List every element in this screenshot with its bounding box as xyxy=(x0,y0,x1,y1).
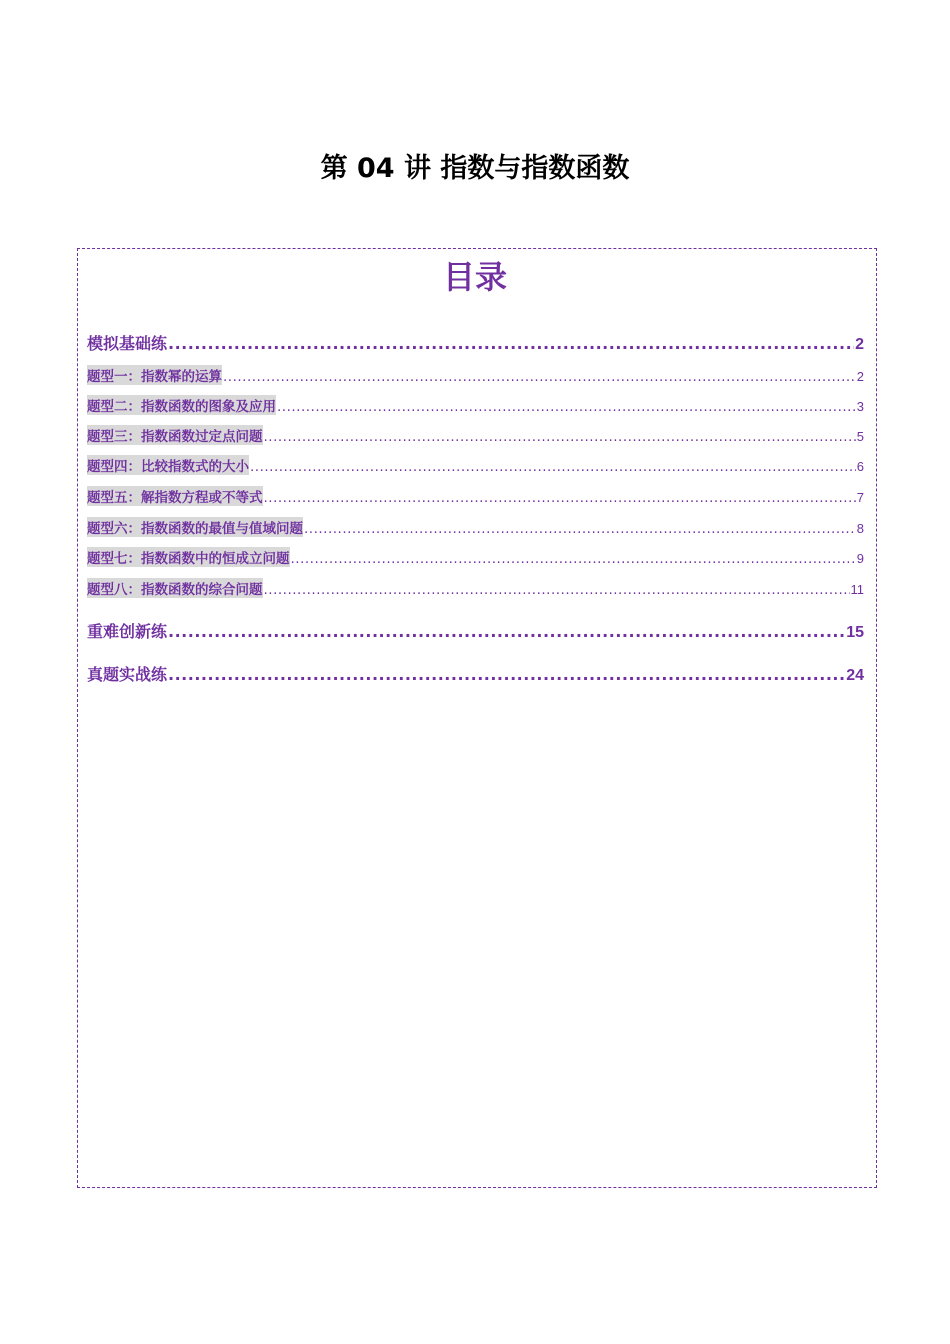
toc-page-number[interactable]: 7 xyxy=(856,490,864,505)
toc-entry-type-8[interactable] xyxy=(87,578,864,598)
toc-entry-label[interactable]: 题型二：指数函数的图象及应用 xyxy=(87,395,276,415)
toc-entry-label[interactable]: 题型一：指数幂的运算 xyxy=(87,365,222,385)
toc-entry-type-5[interactable] xyxy=(87,486,864,506)
toc-leader-dots xyxy=(250,459,856,475)
toc-page-number[interactable]: 6 xyxy=(856,459,864,474)
toc-leader-dots xyxy=(168,622,845,641)
toc-page-number[interactable]: 2 xyxy=(855,336,864,353)
toc-page-number[interactable]: 2 xyxy=(856,369,864,384)
toc-entry-label[interactable]: 模拟基础练 xyxy=(87,334,168,353)
toc-heading: 目录 xyxy=(442,258,507,296)
toc-page-number[interactable]: 15 xyxy=(846,624,864,641)
toc-leader-dots xyxy=(264,429,856,445)
toc-entry-label[interactable]: 题型七：指数函数中的恒成立问题 xyxy=(87,547,290,567)
toc-page-number[interactable]: 3 xyxy=(856,399,864,414)
toc-page-number[interactable]: 24 xyxy=(846,667,864,684)
toc-entry-label[interactable]: 重难创新练 xyxy=(87,622,168,641)
page-title: 第 04 讲 指数与指数函数 xyxy=(320,153,630,184)
toc-entry-label[interactable]: 题型三：指数函数过定点问题 xyxy=(87,425,263,445)
toc-leader-dots xyxy=(264,490,856,506)
toc-entry-type-2[interactable] xyxy=(87,395,864,415)
toc-leader-dots xyxy=(168,665,845,684)
toc-leader-dots xyxy=(277,399,856,415)
toc-leader-dots xyxy=(168,334,854,353)
toc-entry-type-6[interactable] xyxy=(87,517,864,537)
toc-leader-dots xyxy=(304,521,856,537)
toc-entry-type-7[interactable] xyxy=(87,547,864,567)
toc-page-number[interactable]: 9 xyxy=(856,551,864,566)
toc-leader-dots xyxy=(264,582,850,598)
toc-entry-label[interactable]: 真题实战练 xyxy=(87,665,168,684)
toc-entry-type-4[interactable] xyxy=(87,455,864,475)
toc-entry-label[interactable]: 题型八：指数函数的综合问题 xyxy=(87,578,263,598)
toc-entry-simulation-basics[interactable] xyxy=(87,331,864,354)
toc-page-number[interactable]: 5 xyxy=(856,429,864,444)
toc-entry-label[interactable]: 题型五：解指数方程或不等式 xyxy=(87,486,263,506)
toc-entry-type-1[interactable] xyxy=(87,365,864,385)
toc-entry-advanced-practice[interactable] xyxy=(87,619,864,642)
toc-entry-type-3[interactable] xyxy=(87,425,864,445)
toc-entry-label[interactable]: 题型四：比较指数式的大小 xyxy=(87,455,249,475)
toc-leader-dots xyxy=(223,369,856,385)
toc-page-number[interactable]: 11 xyxy=(850,582,864,597)
toc-leader-dots xyxy=(291,551,856,567)
toc-entry-real-exam-practice[interactable] xyxy=(87,662,864,685)
toc-page-number[interactable]: 8 xyxy=(856,521,864,536)
toc-entry-label[interactable]: 题型六：指数函数的最值与值域问题 xyxy=(87,517,303,537)
toc-frame xyxy=(77,248,877,1188)
